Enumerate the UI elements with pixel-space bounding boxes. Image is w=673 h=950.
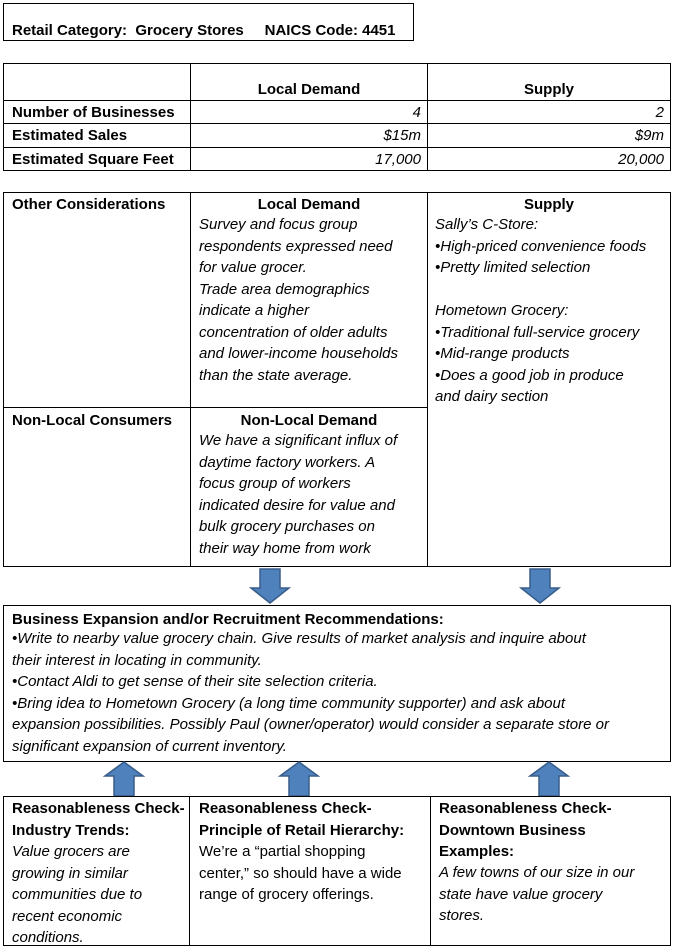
text-line: •Mid-range products bbox=[435, 345, 570, 362]
arrow-shape bbox=[530, 762, 568, 796]
check-body bbox=[12, 841, 190, 949]
non-local-consumers-label: Non-Local Consumers bbox=[12, 412, 173, 429]
text-line: Downtown Business bbox=[439, 821, 586, 839]
check-box-retail-hierarchy bbox=[189, 796, 431, 946]
local-businesses-value: 4 bbox=[412, 104, 421, 121]
down-arrow-icon bbox=[249, 568, 291, 605]
text-line: •Does a good job in produce bbox=[435, 366, 624, 384]
text-line: A few towns of our size in our bbox=[439, 864, 635, 881]
text-line: Trade area demographics bbox=[199, 280, 370, 298]
text-line: Sally’s C-Store: bbox=[435, 216, 539, 233]
local-square-feet-value: 17,000 bbox=[375, 151, 421, 168]
non-local-demand-text bbox=[199, 430, 424, 559]
text-line: growing in similar bbox=[12, 864, 128, 882]
text-line bbox=[435, 279, 669, 301]
check-body bbox=[439, 862, 671, 927]
text-line: state have value grocery bbox=[439, 885, 603, 903]
text-line: respondents expressed need bbox=[199, 237, 393, 255]
text-line: and lower-income households bbox=[199, 345, 399, 362]
text-line: Industry Trends: bbox=[12, 821, 130, 839]
text-line: Reasonableness Check- bbox=[12, 800, 185, 817]
text-line: communities due to bbox=[12, 886, 143, 903]
text-line: We’re a “partial shopping bbox=[199, 843, 366, 860]
naics-value: 4451 bbox=[362, 22, 396, 39]
text-line: center,” so should have a wide bbox=[199, 864, 402, 882]
text-line: Survey and focus group bbox=[199, 216, 358, 233]
recommendations-heading: Business Expansion and/or Recruitment Recommendations: bbox=[12, 611, 444, 628]
naics-label: NAICS Code: bbox=[264, 22, 358, 39]
text-line: Reasonableness Check- bbox=[199, 800, 372, 817]
text-line: •Write to nearby value grocery chain. Give results of market analysis and inquire about bbox=[12, 630, 586, 647]
header-box bbox=[3, 3, 414, 41]
text-line: their way home from work bbox=[199, 539, 371, 557]
text-line: •Bring idea to Hometown Grocery (a long time community supporter) and ask about bbox=[12, 694, 566, 712]
text-line: conditions. bbox=[12, 929, 84, 946]
text-line: bulk grocery purchases on bbox=[199, 518, 375, 535]
row-label-square-feet: Estimated Square Feet bbox=[12, 151, 174, 168]
up-arrow-icon bbox=[278, 760, 320, 797]
text-line: focus group of workers bbox=[199, 475, 351, 492]
column-header-local: Local Demand bbox=[257, 81, 361, 98]
check-title bbox=[199, 798, 431, 841]
text-line: Value grocers are bbox=[12, 843, 130, 860]
text-line: Principle of Retail Hierarchy: bbox=[199, 821, 405, 839]
text-line: concentration of older adults bbox=[199, 323, 388, 341]
text-line: indicated desire for value and bbox=[199, 496, 395, 514]
arrow-shape bbox=[521, 569, 559, 603]
supply-sales-value: $9m bbox=[634, 127, 664, 144]
text-line: daytime factory workers. A bbox=[199, 453, 376, 471]
arrow-shape bbox=[280, 762, 318, 796]
text-line: than the state average. bbox=[199, 366, 353, 384]
text-line: •High-priced convenience foods bbox=[435, 237, 647, 255]
check-title bbox=[439, 798, 671, 863]
arrow-shape bbox=[105, 762, 143, 796]
down-arrow-icon bbox=[519, 568, 561, 605]
text-line: their interest in locating in community. bbox=[12, 651, 262, 669]
check-box-downtown-examples bbox=[430, 796, 671, 946]
check-body bbox=[199, 841, 431, 906]
text-line: stores. bbox=[439, 907, 485, 924]
header-line bbox=[12, 22, 396, 39]
check-title bbox=[12, 798, 190, 841]
text-line: Hometown Grocery: bbox=[435, 302, 569, 319]
other-considerations-label: Other Considerations bbox=[12, 196, 166, 213]
text-line: significant expansion of current inventory. bbox=[12, 737, 287, 755]
supply-heading: Supply bbox=[523, 196, 574, 213]
text-line: Examples: bbox=[439, 843, 515, 860]
supply-businesses-value: 2 bbox=[655, 104, 664, 121]
supply-text bbox=[435, 214, 669, 408]
text-line: for value grocer. bbox=[199, 259, 307, 276]
summary-table bbox=[3, 63, 671, 171]
text-line: Reasonableness Check- bbox=[439, 800, 612, 817]
considerations-table bbox=[3, 192, 671, 567]
check-box-industry-trends bbox=[3, 796, 190, 946]
up-arrow-icon bbox=[103, 760, 145, 797]
text-line: •Pretty limited selection bbox=[435, 259, 591, 276]
column-header-supply: Supply bbox=[523, 81, 574, 98]
text-line: expansion possibilities. Possibly Paul (owner/operator) would consider a separate store or bbox=[12, 716, 609, 733]
text-line: indicate a higher bbox=[199, 302, 310, 319]
recommendations-text bbox=[12, 628, 668, 757]
row-label-sales: Estimated Sales bbox=[12, 127, 128, 144]
text-line: •Contact Aldi to get sense of their site selection criteria. bbox=[12, 673, 378, 690]
category-label: Retail Category: bbox=[12, 22, 128, 39]
text-line: We have a significant influx of bbox=[199, 432, 398, 449]
text-line: recent economic bbox=[12, 907, 123, 925]
category-value: Grocery Stores bbox=[135, 22, 244, 39]
local-demand-text bbox=[199, 214, 424, 386]
text-line: •Traditional full-service grocery bbox=[435, 323, 640, 341]
local-demand-heading: Local Demand bbox=[257, 196, 361, 213]
text-line: and dairy section bbox=[435, 388, 549, 405]
local-sales-value: $15m bbox=[383, 127, 421, 144]
recommendations-box bbox=[3, 605, 671, 762]
text-line: range of grocery offerings. bbox=[199, 886, 374, 903]
supply-square-feet-value: 20,000 bbox=[618, 151, 664, 168]
up-arrow-icon bbox=[528, 760, 570, 797]
non-local-demand-heading: Non-Local Demand bbox=[240, 412, 378, 429]
row-label-businesses: Number of Businesses bbox=[12, 104, 175, 121]
arrow-shape bbox=[251, 569, 289, 603]
